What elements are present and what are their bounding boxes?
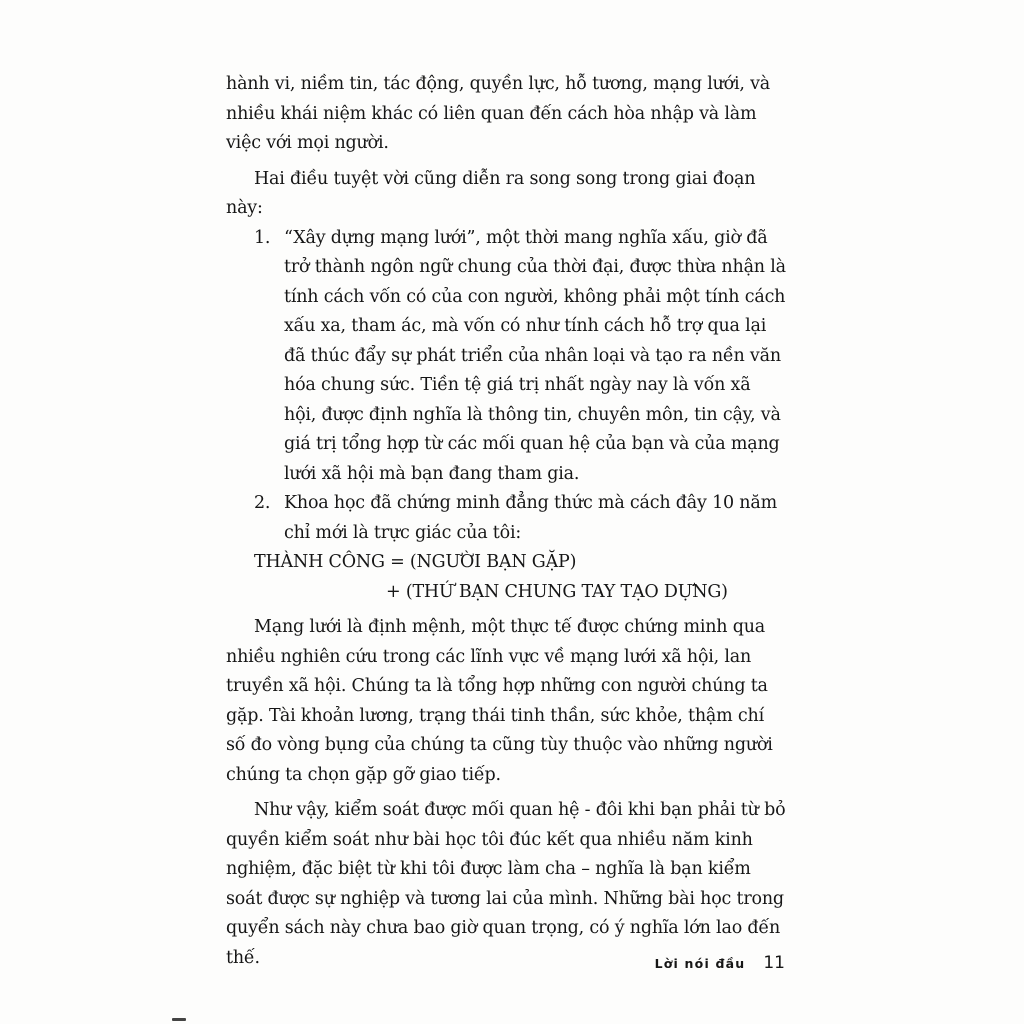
- list-item-number: 2.: [254, 493, 271, 513]
- paragraph-continuation: hành vi, niềm tin, tác động, quyền lực, hỗ tương, mạng lưới, và nhiều khái niệm khác có liên quan đến cách hòa nhập và làm việc với mọi người.: [226, 74, 771, 153]
- page-footer: [640, 953, 785, 973]
- page-number: 11: [763, 953, 785, 973]
- page-edge-mark: [172, 1018, 186, 1021]
- formula-line-2: + (THỨ BẠN CHUNG TAY TẠO DỰNG): [386, 581, 728, 602]
- list-item-number: 1.: [254, 227, 271, 248]
- paragraph-conclusion: Như vậy, kiểm soát được mối quan hệ - đôi khi bạn phải từ bỏ quyền kiểm soát như bài học tôi đúc kết qua nhiều năm kinh nghiệm, đặc biệt từ khi tôi được làm cha – nghĩa là bạn kiểm soát được sự nghiệp và tương lai của mình. Những bài học trong quyển sách này chưa bao giờ quan trọng, có ý nghĩa lớn lao đến thế.: [226, 800, 786, 968]
- numbered-list: [226, 224, 786, 549]
- formula-line-1: THÀNH CÔNG = (NGƯỜI BẠN GẶP): [254, 552, 577, 572]
- list-item-text: “Xây dựng mạng lưới”, một thời mang nghĩa xấu, giờ đã trở thành ngôn ngữ chung của thời đại, được thừa nhận là tính cách vốn có của con người, không phải một tính cách xấu xa, tham ác, mà vốn có như tính cách hỗ trợ qua lại đã thúc đẩy sự phát triển của nhân loại và tạo ra nền văn hóa chung sức. Tiền tệ giá trị nhất ngày nay là vốn xã hội, được định nghĩa là thông tin, chuyên môn, tin cậy, và giá trị tổng hợp từ các mối quan hệ của bạn và của mạng lưới xã hội mà bạn đang tham gia.: [284, 227, 786, 484]
- list-item-text: Khoa học đã chứng minh đẳng thức mà cách đây 10 năm chỉ mới là trực giác của tôi:: [284, 493, 778, 543]
- list-item: [226, 489, 786, 548]
- running-title: Lời nói đầu: [654, 956, 746, 971]
- paragraph-network-destiny: Mạng lưới là định mệnh, một thực tế được chứng minh qua nhiều nghiên cứu trong các lĩnh vực về mạng lưới xã hội, lan truyền xã hội. Chúng ta là tổng hợp những con người chúng ta gặp. Tài khoản lương, trạng thái tinh thần, sức khỏe, thậm chí số đo vòng bụng của chúng ta cũng tùy thuộc vào những người chúng ta chọn gặp gỡ giao tiếp.: [226, 617, 773, 785]
- page-body: [226, 70, 786, 973]
- list-item: [226, 224, 786, 490]
- paragraph-intro-list: Hai điều tuyệt vời cũng diễn ra song song trong giai đoạn này:: [226, 168, 756, 218]
